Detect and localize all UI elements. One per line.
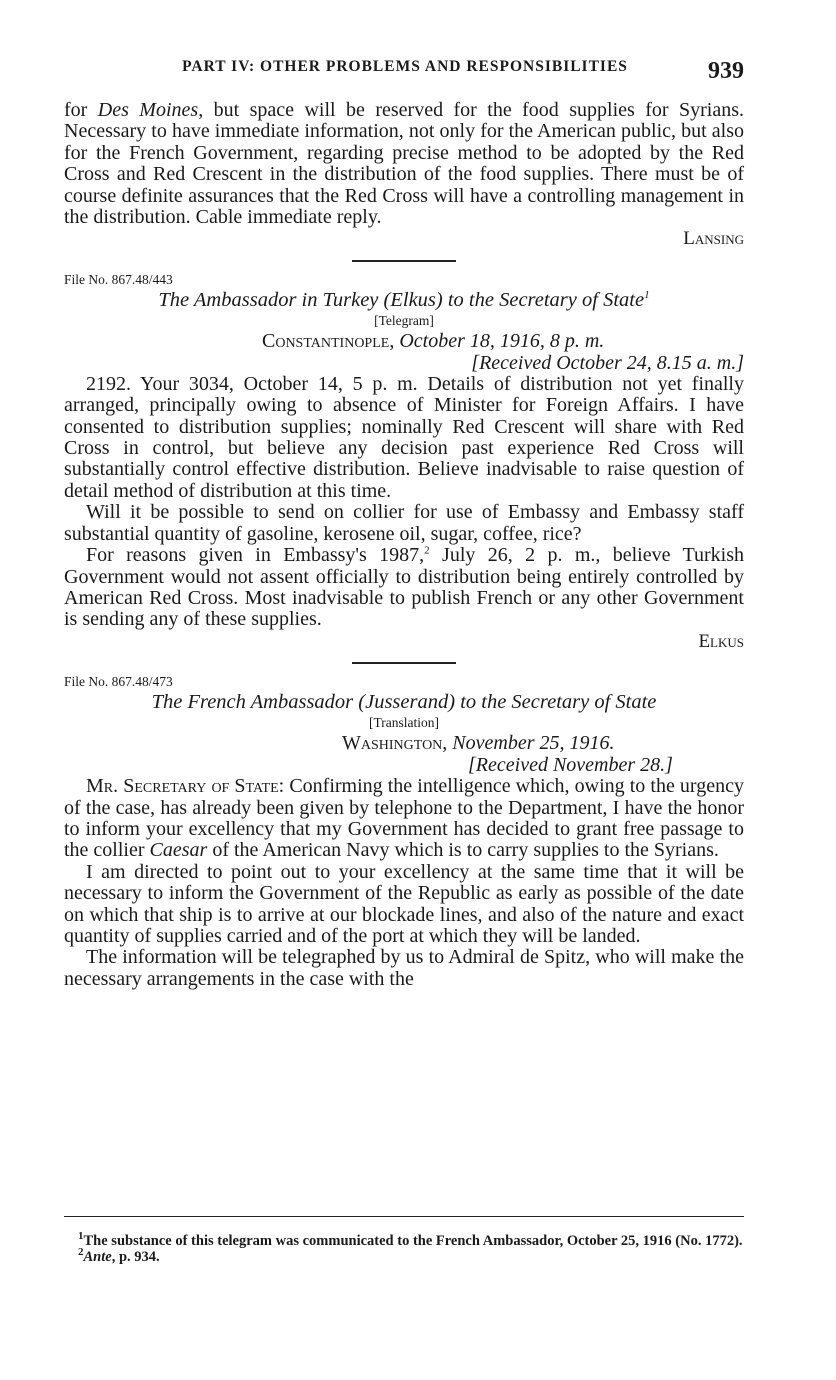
footnote-rule — [64, 1216, 744, 1217]
footnote-2: $^2$Ante, p. 934. — [78, 1246, 160, 1265]
signature-elkus: Elkus — [698, 630, 744, 652]
received-line: [Received November 28.] — [468, 754, 673, 777]
paragraph: The information will be telegraphed by us to Admiral de Spitz, who will make the necessary arrangements in the case with the — [64, 946, 744, 990]
footnotes — [64, 1230, 744, 1265]
dateline: Washington, November 25, 1916. — [342, 732, 615, 755]
received-line: [Received October 24, 8.15 a. m.] — [471, 351, 744, 374]
footnote-ref: 2 — [424, 544, 430, 557]
signature-lansing: Lansing — [683, 228, 744, 250]
section-divider — [352, 662, 456, 664]
document-title: The Ambassador in Turkey (Elkus) to the Secretary of State$^1$ — [158, 288, 650, 311]
paragraph: I am directed to point out to your excellency at the same time that it will be necessary to inform the Government of the Republic as early as possible of the date on which that ship is to arrive at our blockade lines, and also of the nature and exact quantity of supplies carried and of the port at which they will be landed. — [64, 860, 744, 947]
dateline: Constantinople, October 18, 1916, 8 p. m. — [262, 329, 605, 352]
continuation-paragraph: for Des Moines, but space will be reserved for the food supplies for Syrians. Necessary to have immediate information, not only for the American public, but also for the French Government, regarding precise method to be adopted by the Red Cross and Red Crescent in the distribution of the food supplies. There must be of course definite assurances that the Red Cross will have a controlling management in the distribution. Cable immediate reply. — [64, 99, 744, 229]
page-body — [64, 100, 744, 990]
page-number: 939 — [708, 58, 744, 84]
paragraph: Will it be possible to send on collier for use of Embassy and Embassy staff substantial quantity of gasoline, kerosene oil, sugar, coffee, rice? — [64, 501, 744, 545]
document-title: The French Ambassador (Jusserand) to the Secretary of State — [151, 691, 657, 714]
paragraph: 2192. Your 3034, October 14, 5 p. m. Details of distribution not yet finally arranged, principally owing to absence of Minister for Foreign Affairs. I have consented to distribution supplies; nominally Red Crescent will share with Red Cross in control, but believe any decision past experience Red Cross will substantially control effective distribution. Believe inadvisable to raise question of detail method of distribution at this time. — [64, 372, 744, 502]
document-kind: [Telegram] — [374, 312, 434, 328]
footnote-1: $^1$The substance of this telegram was communicated to the French Ambassador, October 25, 1916 (No. 1772). — [78, 1230, 743, 1249]
footnote-ref: 1 — [644, 289, 650, 302]
file-number: File No. 867.48/443 — [64, 271, 173, 287]
paragraph: For reasons given in Embassy's 1987,$^2$ July 26, 2 p. m., believe Turkish Government would not assent officially to distribution being entirely controlled by American Red Cross. Most inadvisable to publish French or any other Government is sending any of these supplies. — [64, 544, 744, 631]
file-number: File No. 867.48/473 — [64, 674, 173, 690]
paragraph: Mr. Secretary of State: Confirming the intelligence which, owing to the urgency of the case, has already been given by telephone to the Department, I have the honor to inform your excellency that my Government has decided to grant free passage to the collier Caesar of the American Navy which is to carry supplies to the Syrians. — [64, 775, 744, 862]
running-header: PART IV: OTHER PROBLEMS AND RESPONSIBILITIES — [182, 58, 628, 75]
section-divider — [352, 260, 456, 262]
document-kind: [Translation] — [369, 715, 439, 731]
